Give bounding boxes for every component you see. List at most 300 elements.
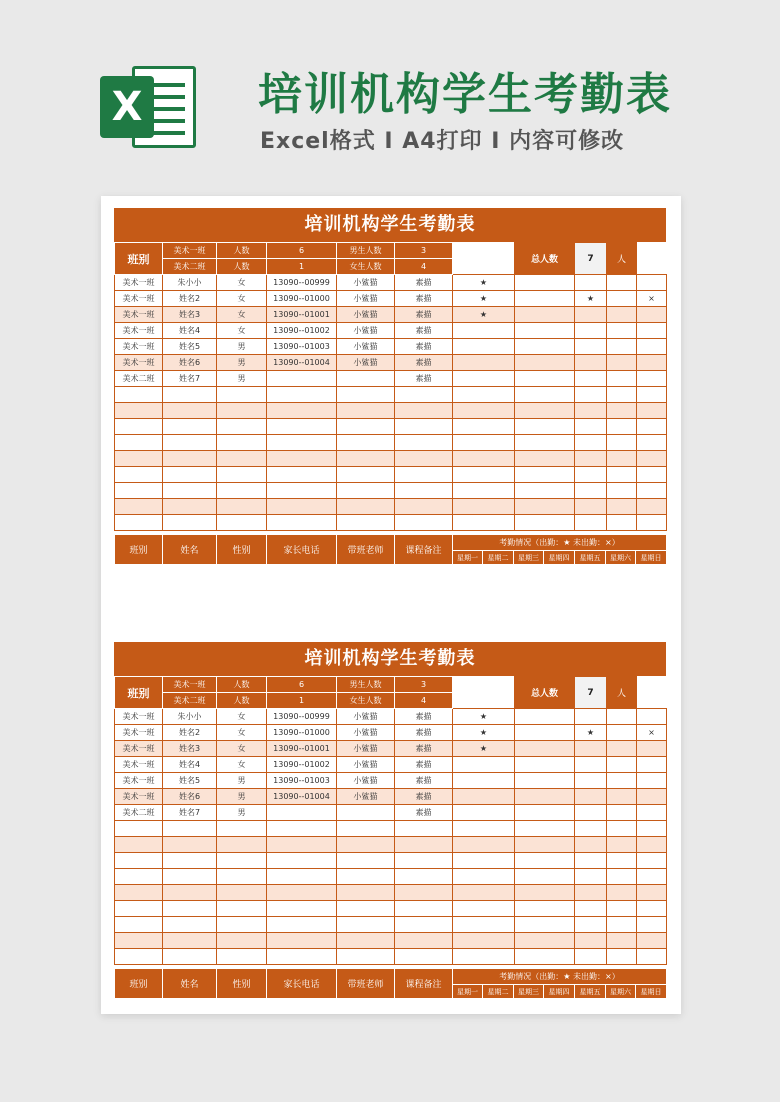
attendance-cell[interactable] [515,869,575,885]
cell-note[interactable]: 素描 [395,789,453,805]
cell-sex[interactable] [217,467,267,483]
attendance-cell[interactable] [607,757,637,773]
cell-name[interactable] [163,821,217,837]
attendance-cell[interactable] [607,371,637,387]
cell-teacher[interactable] [337,483,395,499]
attendance-cell[interactable]: ★ [575,291,607,307]
attendance-cell[interactable] [575,451,607,467]
attendance-cell[interactable] [453,869,515,885]
cell-sex[interactable]: 男 [217,805,267,821]
attendance-cell[interactable] [637,275,667,291]
attendance-cell[interactable] [575,837,607,853]
cell-note[interactable] [395,467,453,483]
cell-note[interactable]: 素描 [395,741,453,757]
cell-cls[interactable]: 美术一班 [115,323,163,339]
cell-sex[interactable] [217,483,267,499]
cell-cls[interactable]: 美术一班 [115,355,163,371]
attendance-cell[interactable] [637,917,667,933]
attendance-cell[interactable] [515,435,575,451]
cell-teacher[interactable] [337,821,395,837]
attendance-cell[interactable] [453,355,515,371]
cell-sex[interactable]: 女 [217,307,267,323]
cell-note[interactable] [395,499,453,515]
attendance-cell[interactable] [575,355,607,371]
cell-name[interactable]: 姓名6 [163,355,217,371]
attendance-cell[interactable] [637,515,667,531]
cell-name[interactable] [163,419,217,435]
attendance-cell[interactable] [515,451,575,467]
cell-note[interactable] [395,837,453,853]
attendance-cell[interactable] [607,515,637,531]
cell-note[interactable] [395,435,453,451]
cell-name[interactable]: 朱小小 [163,275,217,291]
cell-teacher[interactable] [337,499,395,515]
cell-teacher[interactable]: 小鲨猫 [337,355,395,371]
cell-note[interactable]: 素描 [395,275,453,291]
attendance-cell[interactable] [515,821,575,837]
cell-phone[interactable] [267,403,337,419]
attendance-cell[interactable] [637,885,667,901]
cell-phone[interactable] [267,419,337,435]
attendance-cell[interactable] [607,741,637,757]
cell-cls[interactable]: 美术一班 [115,275,163,291]
attendance-cell[interactable] [453,837,515,853]
attendance-cell[interactable] [453,483,515,499]
attendance-cell[interactable] [515,339,575,355]
cell-teacher[interactable] [337,805,395,821]
cell-sex[interactable]: 男 [217,371,267,387]
attendance-cell[interactable]: ★ [453,725,515,741]
cell-name[interactable] [163,483,217,499]
cell-teacher[interactable] [337,403,395,419]
cell-teacher[interactable] [337,451,395,467]
cell-teacher[interactable] [337,885,395,901]
cell-phone[interactable] [267,885,337,901]
cell-phone[interactable]: 13090--01001 [267,741,337,757]
attendance-cell[interactable] [607,291,637,307]
attendance-cell[interactable] [575,435,607,451]
cell-teacher[interactable]: 小鲨猫 [337,275,395,291]
cell-phone[interactable] [267,387,337,403]
attendance-cell[interactable] [515,307,575,323]
cell-cls[interactable] [115,499,163,515]
attendance-cell[interactable] [515,741,575,757]
cell-cls[interactable]: 美术一班 [115,789,163,805]
attendance-cell[interactable]: ★ [453,709,515,725]
cell-note[interactable] [395,451,453,467]
cell-cls[interactable] [115,949,163,965]
cell-sex[interactable]: 女 [217,323,267,339]
cell-teacher[interactable] [337,949,395,965]
attendance-cell[interactable] [453,949,515,965]
cell-phone[interactable] [267,853,337,869]
cell-sex[interactable] [217,499,267,515]
attendance-cell[interactable] [453,757,515,773]
cell-cls[interactable] [115,451,163,467]
attendance-cell[interactable] [637,355,667,371]
cell-cls[interactable] [115,901,163,917]
cell-phone[interactable] [267,451,337,467]
cell-note[interactable]: 素描 [395,757,453,773]
attendance-cell[interactable] [607,387,637,403]
attendance-cell[interactable] [515,757,575,773]
cell-sex[interactable] [217,901,267,917]
attendance-cell[interactable] [575,403,607,419]
cell-name[interactable] [163,435,217,451]
cell-sex[interactable] [217,869,267,885]
attendance-cell[interactable] [453,371,515,387]
attendance-cell[interactable] [453,853,515,869]
cell-cls[interactable] [115,837,163,853]
cell-phone[interactable] [267,869,337,885]
cell-note[interactable] [395,869,453,885]
attendance-cell[interactable] [515,885,575,901]
cell-sex[interactable] [217,917,267,933]
attendance-cell[interactable] [607,789,637,805]
attendance-cell[interactable] [575,757,607,773]
cell-name[interactable] [163,403,217,419]
attendance-cell[interactable] [453,435,515,451]
attendance-cell[interactable] [637,419,667,435]
attendance-cell[interactable] [607,403,637,419]
attendance-cell[interactable] [515,933,575,949]
cell-cls[interactable] [115,515,163,531]
cell-phone[interactable] [267,949,337,965]
cell-sex[interactable]: 女 [217,275,267,291]
cell-cls[interactable] [115,467,163,483]
cell-note[interactable]: 素描 [395,339,453,355]
attendance-cell[interactable] [575,307,607,323]
cell-name[interactable]: 姓名2 [163,291,217,307]
attendance-cell[interactable] [453,403,515,419]
attendance-cell[interactable] [575,467,607,483]
cell-note[interactable] [395,917,453,933]
cell-sex[interactable] [217,933,267,949]
attendance-cell[interactable] [637,757,667,773]
cell-sex[interactable] [217,853,267,869]
attendance-cell[interactable] [607,805,637,821]
attendance-cell[interactable] [453,499,515,515]
attendance-cell[interactable] [575,805,607,821]
attendance-cell[interactable] [575,371,607,387]
cell-name[interactable]: 姓名4 [163,757,217,773]
cell-note[interactable]: 素描 [395,307,453,323]
cell-note[interactable] [395,387,453,403]
attendance-cell[interactable] [515,773,575,789]
cell-name[interactable] [163,451,217,467]
attendance-cell[interactable] [515,275,575,291]
cell-teacher[interactable] [337,435,395,451]
attendance-cell[interactable] [515,483,575,499]
attendance-cell[interactable] [575,709,607,725]
cell-cls[interactable] [115,387,163,403]
cell-note[interactable]: 素描 [395,355,453,371]
attendance-cell[interactable] [453,323,515,339]
attendance-cell[interactable] [637,933,667,949]
cell-phone[interactable]: 13090--01003 [267,773,337,789]
cell-teacher[interactable] [337,837,395,853]
cell-cls[interactable] [115,885,163,901]
cell-sex[interactable]: 男 [217,773,267,789]
cell-note[interactable] [395,933,453,949]
cell-phone[interactable] [267,515,337,531]
attendance-cell[interactable] [637,483,667,499]
attendance-cell[interactable] [515,419,575,435]
cell-sex[interactable]: 女 [217,741,267,757]
cell-name[interactable] [163,949,217,965]
cell-note[interactable] [395,821,453,837]
attendance-cell[interactable] [637,339,667,355]
cell-name[interactable] [163,885,217,901]
cell-cls[interactable]: 美术一班 [115,307,163,323]
attendance-cell[interactable] [575,789,607,805]
attendance-cell[interactable] [515,291,575,307]
cell-cls[interactable] [115,435,163,451]
cell-teacher[interactable]: 小鲨猫 [337,773,395,789]
attendance-cell[interactable] [515,499,575,515]
cell-note[interactable] [395,483,453,499]
cell-note[interactable] [395,901,453,917]
attendance-cell[interactable] [607,467,637,483]
cell-sex[interactable] [217,821,267,837]
attendance-cell[interactable] [637,869,667,885]
cell-name[interactable]: 姓名7 [163,805,217,821]
attendance-cell[interactable] [607,773,637,789]
cell-teacher[interactable]: 小鲨猫 [337,323,395,339]
attendance-cell[interactable] [515,323,575,339]
cell-name[interactable]: 姓名3 [163,307,217,323]
attendance-cell[interactable] [575,853,607,869]
cell-cls[interactable] [115,483,163,499]
attendance-cell[interactable] [453,467,515,483]
attendance-cell[interactable] [575,821,607,837]
cell-teacher[interactable] [337,467,395,483]
cell-phone[interactable]: 13090--01000 [267,291,337,307]
attendance-cell[interactable] [637,789,667,805]
attendance-cell[interactable] [575,773,607,789]
attendance-cell[interactable] [637,949,667,965]
attendance-cell[interactable] [607,821,637,837]
cell-teacher[interactable]: 小鲨猫 [337,291,395,307]
cell-note[interactable]: 素描 [395,773,453,789]
attendance-cell[interactable] [453,419,515,435]
attendance-cell[interactable] [515,387,575,403]
cell-cls[interactable]: 美术一班 [115,741,163,757]
cell-note[interactable]: 素描 [395,805,453,821]
attendance-cell[interactable] [515,371,575,387]
cell-sex[interactable]: 女 [217,709,267,725]
cell-name[interactable] [163,387,217,403]
cell-phone[interactable] [267,821,337,837]
cell-note[interactable] [395,515,453,531]
cell-phone[interactable]: 13090--01000 [267,725,337,741]
attendance-cell[interactable] [637,837,667,853]
attendance-cell[interactable] [607,901,637,917]
attendance-cell[interactable] [515,917,575,933]
cell-sex[interactable] [217,515,267,531]
attendance-cell[interactable] [453,773,515,789]
cell-teacher[interactable] [337,853,395,869]
attendance-cell[interactable] [453,515,515,531]
cell-sex[interactable] [217,403,267,419]
cell-teacher[interactable]: 小鲨猫 [337,757,395,773]
attendance-cell[interactable] [453,805,515,821]
cell-phone[interactable]: 13090--01002 [267,757,337,773]
cell-note[interactable]: 素描 [395,323,453,339]
attendance-cell[interactable] [575,933,607,949]
attendance-cell[interactable]: ★ [453,291,515,307]
cell-teacher[interactable]: 小鲨猫 [337,789,395,805]
attendance-cell[interactable] [607,419,637,435]
cell-teacher[interactable]: 小鲨猫 [337,741,395,757]
cell-name[interactable] [163,515,217,531]
attendance-cell[interactable] [575,387,607,403]
cell-cls[interactable] [115,419,163,435]
cell-teacher[interactable]: 小鲨猫 [337,725,395,741]
cell-cls[interactable]: 美术一班 [115,339,163,355]
cell-cls[interactable]: 美术一班 [115,725,163,741]
attendance-cell[interactable] [575,917,607,933]
cell-name[interactable]: 姓名7 [163,371,217,387]
cell-phone[interactable]: 13090--01001 [267,307,337,323]
cell-note[interactable] [395,885,453,901]
attendance-cell[interactable] [637,901,667,917]
cell-sex[interactable] [217,387,267,403]
cell-note[interactable] [395,403,453,419]
attendance-cell[interactable] [607,933,637,949]
attendance-cell[interactable] [453,821,515,837]
cell-note[interactable] [395,853,453,869]
cell-name[interactable]: 姓名2 [163,725,217,741]
attendance-cell[interactable] [607,853,637,869]
attendance-cell[interactable]: ★ [575,725,607,741]
cell-name[interactable] [163,853,217,869]
cell-phone[interactable] [267,933,337,949]
attendance-cell[interactable] [575,515,607,531]
attendance-cell[interactable] [637,387,667,403]
cell-note[interactable]: 素描 [395,709,453,725]
cell-name[interactable] [163,467,217,483]
cell-phone[interactable]: 13090--00999 [267,275,337,291]
attendance-cell[interactable] [453,885,515,901]
attendance-cell[interactable] [575,339,607,355]
attendance-cell[interactable] [607,869,637,885]
cell-phone[interactable] [267,917,337,933]
cell-name[interactable]: 朱小小 [163,709,217,725]
attendance-cell[interactable] [515,725,575,741]
cell-phone[interactable]: 13090--01002 [267,323,337,339]
attendance-cell[interactable] [515,515,575,531]
cell-sex[interactable] [217,949,267,965]
attendance-cell[interactable] [453,451,515,467]
attendance-cell[interactable] [637,853,667,869]
cell-phone[interactable]: 13090--01004 [267,789,337,805]
cell-note[interactable]: 素描 [395,725,453,741]
cell-sex[interactable] [217,837,267,853]
cell-cls[interactable]: 美术一班 [115,773,163,789]
cell-cls[interactable] [115,869,163,885]
cell-phone[interactable] [267,837,337,853]
attendance-cell[interactable] [515,853,575,869]
cell-sex[interactable] [217,419,267,435]
attendance-cell[interactable] [607,837,637,853]
attendance-cell[interactable] [637,467,667,483]
attendance-cell[interactable] [637,821,667,837]
attendance-cell[interactable] [515,901,575,917]
cell-name[interactable] [163,933,217,949]
cell-phone[interactable] [267,435,337,451]
attendance-cell[interactable] [607,339,637,355]
cell-cls[interactable] [115,917,163,933]
attendance-cell[interactable] [575,885,607,901]
attendance-cell[interactable] [607,483,637,499]
attendance-cell[interactable] [515,467,575,483]
cell-cls[interactable] [115,853,163,869]
cell-note[interactable] [395,419,453,435]
cell-phone[interactable]: 13090--01003 [267,339,337,355]
attendance-cell[interactable] [637,499,667,515]
cell-note[interactable]: 素描 [395,371,453,387]
attendance-cell[interactable] [637,403,667,419]
cell-cls[interactable]: 美术二班 [115,805,163,821]
cell-sex[interactable]: 男 [217,355,267,371]
cell-note[interactable] [395,949,453,965]
cell-name[interactable] [163,901,217,917]
attendance-cell[interactable]: ★ [453,307,515,323]
cell-teacher[interactable]: 小鲨猫 [337,709,395,725]
cell-name[interactable] [163,499,217,515]
cell-cls[interactable]: 美术一班 [115,709,163,725]
attendance-cell[interactable] [607,499,637,515]
cell-teacher[interactable]: 小鲨猫 [337,339,395,355]
attendance-cell[interactable] [575,419,607,435]
cell-teacher[interactable] [337,387,395,403]
attendance-cell[interactable] [515,709,575,725]
cell-name[interactable]: 姓名4 [163,323,217,339]
cell-sex[interactable]: 女 [217,725,267,741]
attendance-cell[interactable] [637,435,667,451]
attendance-cell[interactable]: × [637,725,667,741]
cell-phone[interactable]: 13090--01004 [267,355,337,371]
attendance-cell[interactable] [575,949,607,965]
attendance-cell[interactable] [607,275,637,291]
attendance-cell[interactable] [515,949,575,965]
attendance-cell[interactable] [607,323,637,339]
cell-name[interactable]: 姓名5 [163,339,217,355]
cell-name[interactable] [163,869,217,885]
cell-name[interactable]: 姓名5 [163,773,217,789]
attendance-cell[interactable] [453,387,515,403]
cell-note[interactable]: 素描 [395,291,453,307]
cell-teacher[interactable] [337,901,395,917]
cell-phone[interactable]: 13090--00999 [267,709,337,725]
attendance-cell[interactable] [575,741,607,757]
attendance-cell[interactable] [453,789,515,805]
attendance-cell[interactable] [607,709,637,725]
cell-cls[interactable]: 美术一班 [115,757,163,773]
cell-phone[interactable] [267,467,337,483]
attendance-cell[interactable] [453,933,515,949]
cell-sex[interactable] [217,885,267,901]
attendance-cell[interactable]: ★ [453,741,515,757]
attendance-cell[interactable] [607,451,637,467]
cell-sex[interactable]: 女 [217,291,267,307]
cell-name[interactable] [163,837,217,853]
attendance-cell[interactable] [637,307,667,323]
attendance-cell[interactable]: ★ [453,275,515,291]
cell-cls[interactable] [115,933,163,949]
cell-cls[interactable] [115,821,163,837]
